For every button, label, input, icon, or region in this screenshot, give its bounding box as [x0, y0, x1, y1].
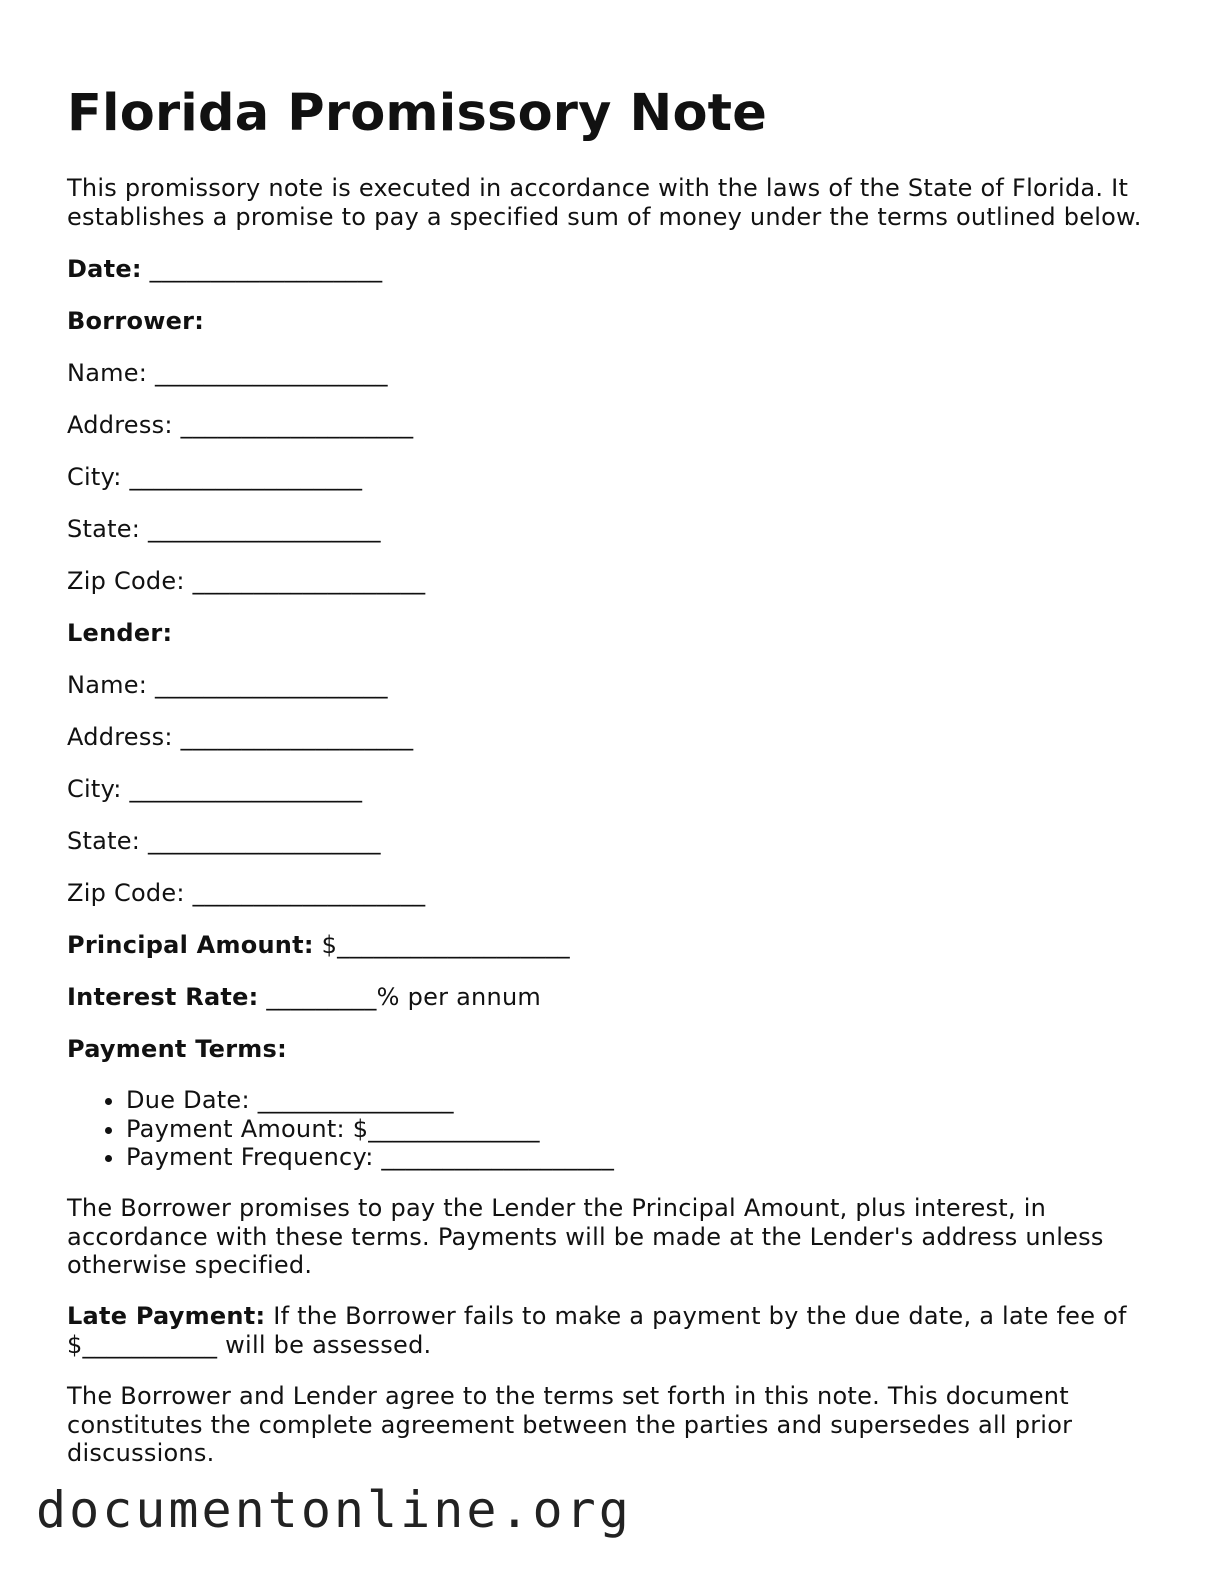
principal-amount-label: Principal Amount: — [67, 931, 314, 959]
late-payment-text-before: If the Borrower fails to make a payment by the due date, a late fee of — [273, 1302, 1127, 1330]
borrower-heading: Borrower: — [67, 307, 205, 335]
lender-address-label: Address: — [67, 723, 173, 751]
due-date-label: Due Date: — [126, 1086, 250, 1114]
payment-frequency-label: Payment Frequency: — [126, 1143, 374, 1171]
list-item — [126, 1115, 614, 1144]
lender-state-field — [67, 826, 381, 856]
payment-terms-list — [67, 1086, 614, 1172]
list-item — [126, 1143, 614, 1172]
due-date-blank[interactable]: ________________ — [257, 1086, 454, 1114]
lender-city-label: City: — [67, 775, 122, 803]
borrower-state-label: State: — [67, 515, 141, 543]
principal-amount-field — [67, 930, 570, 960]
lender-city-field — [67, 774, 362, 804]
lender-state-label: State: — [67, 827, 141, 855]
lender-address-blank[interactable]: ___________________ — [180, 723, 414, 751]
intro-paragraph: This promissory note is executed in accordance with the laws of the State of Florida. It establishes a promise to pay a specified sum of money under the terms outlined below. — [67, 174, 1142, 231]
lender-zip-field — [67, 878, 425, 908]
principal-amount-blank[interactable]: $___________________ — [321, 931, 570, 959]
lender-name-field — [67, 670, 388, 700]
document-title: Florida Promissory Note — [67, 84, 768, 143]
date-label: Date: — [67, 255, 142, 283]
borrower-address-blank[interactable]: ___________________ — [180, 411, 414, 439]
lender-heading: Lender: — [67, 619, 173, 647]
date-blank[interactable]: ___________________ — [149, 255, 383, 283]
borrower-state-field — [67, 514, 381, 544]
borrower-city-field — [67, 462, 362, 492]
late-payment-paragraph — [67, 1302, 1157, 1359]
lender-city-blank[interactable]: ___________________ — [129, 775, 363, 803]
date-field — [67, 254, 382, 284]
borrower-zip-field — [67, 566, 425, 596]
lender-zip-label: Zip Code: — [67, 879, 185, 907]
lender-state-blank[interactable]: ___________________ — [148, 827, 381, 855]
watermark: documentonline.org — [36, 1481, 632, 1539]
interest-rate-blank[interactable]: _________ — [266, 983, 377, 1011]
payment-frequency-blank[interactable]: ___________________ — [381, 1143, 615, 1171]
borrower-city-label: City: — [67, 463, 122, 491]
interest-rate-label: Interest Rate: — [67, 983, 259, 1011]
borrower-zip-blank[interactable]: ___________________ — [192, 567, 426, 595]
borrower-name-field — [67, 358, 388, 388]
payment-amount-label: Payment Amount: — [126, 1114, 345, 1143]
lender-name-blank[interactable]: ___________________ — [155, 671, 388, 699]
borrower-name-blank[interactable]: ___________________ — [155, 359, 388, 387]
borrower-zip-label: Zip Code: — [67, 567, 185, 595]
agreement-paragraph: The Borrower and Lender agree to the terms set forth in this note. This document constitutes the complete agreement between the parties and supersedes all prior discussions. — [67, 1382, 1073, 1467]
lender-address-field — [67, 722, 413, 752]
list-item — [126, 1086, 614, 1115]
borrower-city-blank[interactable]: ___________________ — [129, 463, 363, 491]
late-payment-label: Late Payment: — [67, 1302, 266, 1330]
lender-zip-blank[interactable]: ___________________ — [192, 879, 426, 907]
late-fee-blank[interactable]: $___________ — [67, 1330, 218, 1359]
late-payment-text-after: will be assessed. — [225, 1330, 432, 1359]
borrower-address-field — [67, 410, 413, 440]
borrower-state-blank[interactable]: ___________________ — [148, 515, 381, 543]
borrower-name-label: Name: — [67, 359, 148, 387]
lender-name-label: Name: — [67, 671, 148, 699]
interest-rate-suffix: % per annum — [376, 983, 542, 1011]
promise-paragraph: The Borrower promises to pay the Lender the Principal Amount, plus interest, in accordance with these terms. Payments will be made at the Lender's address unless otherwise specified. — [67, 1194, 1104, 1279]
payment-terms-heading: Payment Terms: — [67, 1035, 287, 1063]
borrower-address-label: Address: — [67, 411, 173, 439]
payment-amount-blank[interactable]: $______________ — [352, 1114, 540, 1143]
interest-rate-field — [67, 982, 541, 1012]
